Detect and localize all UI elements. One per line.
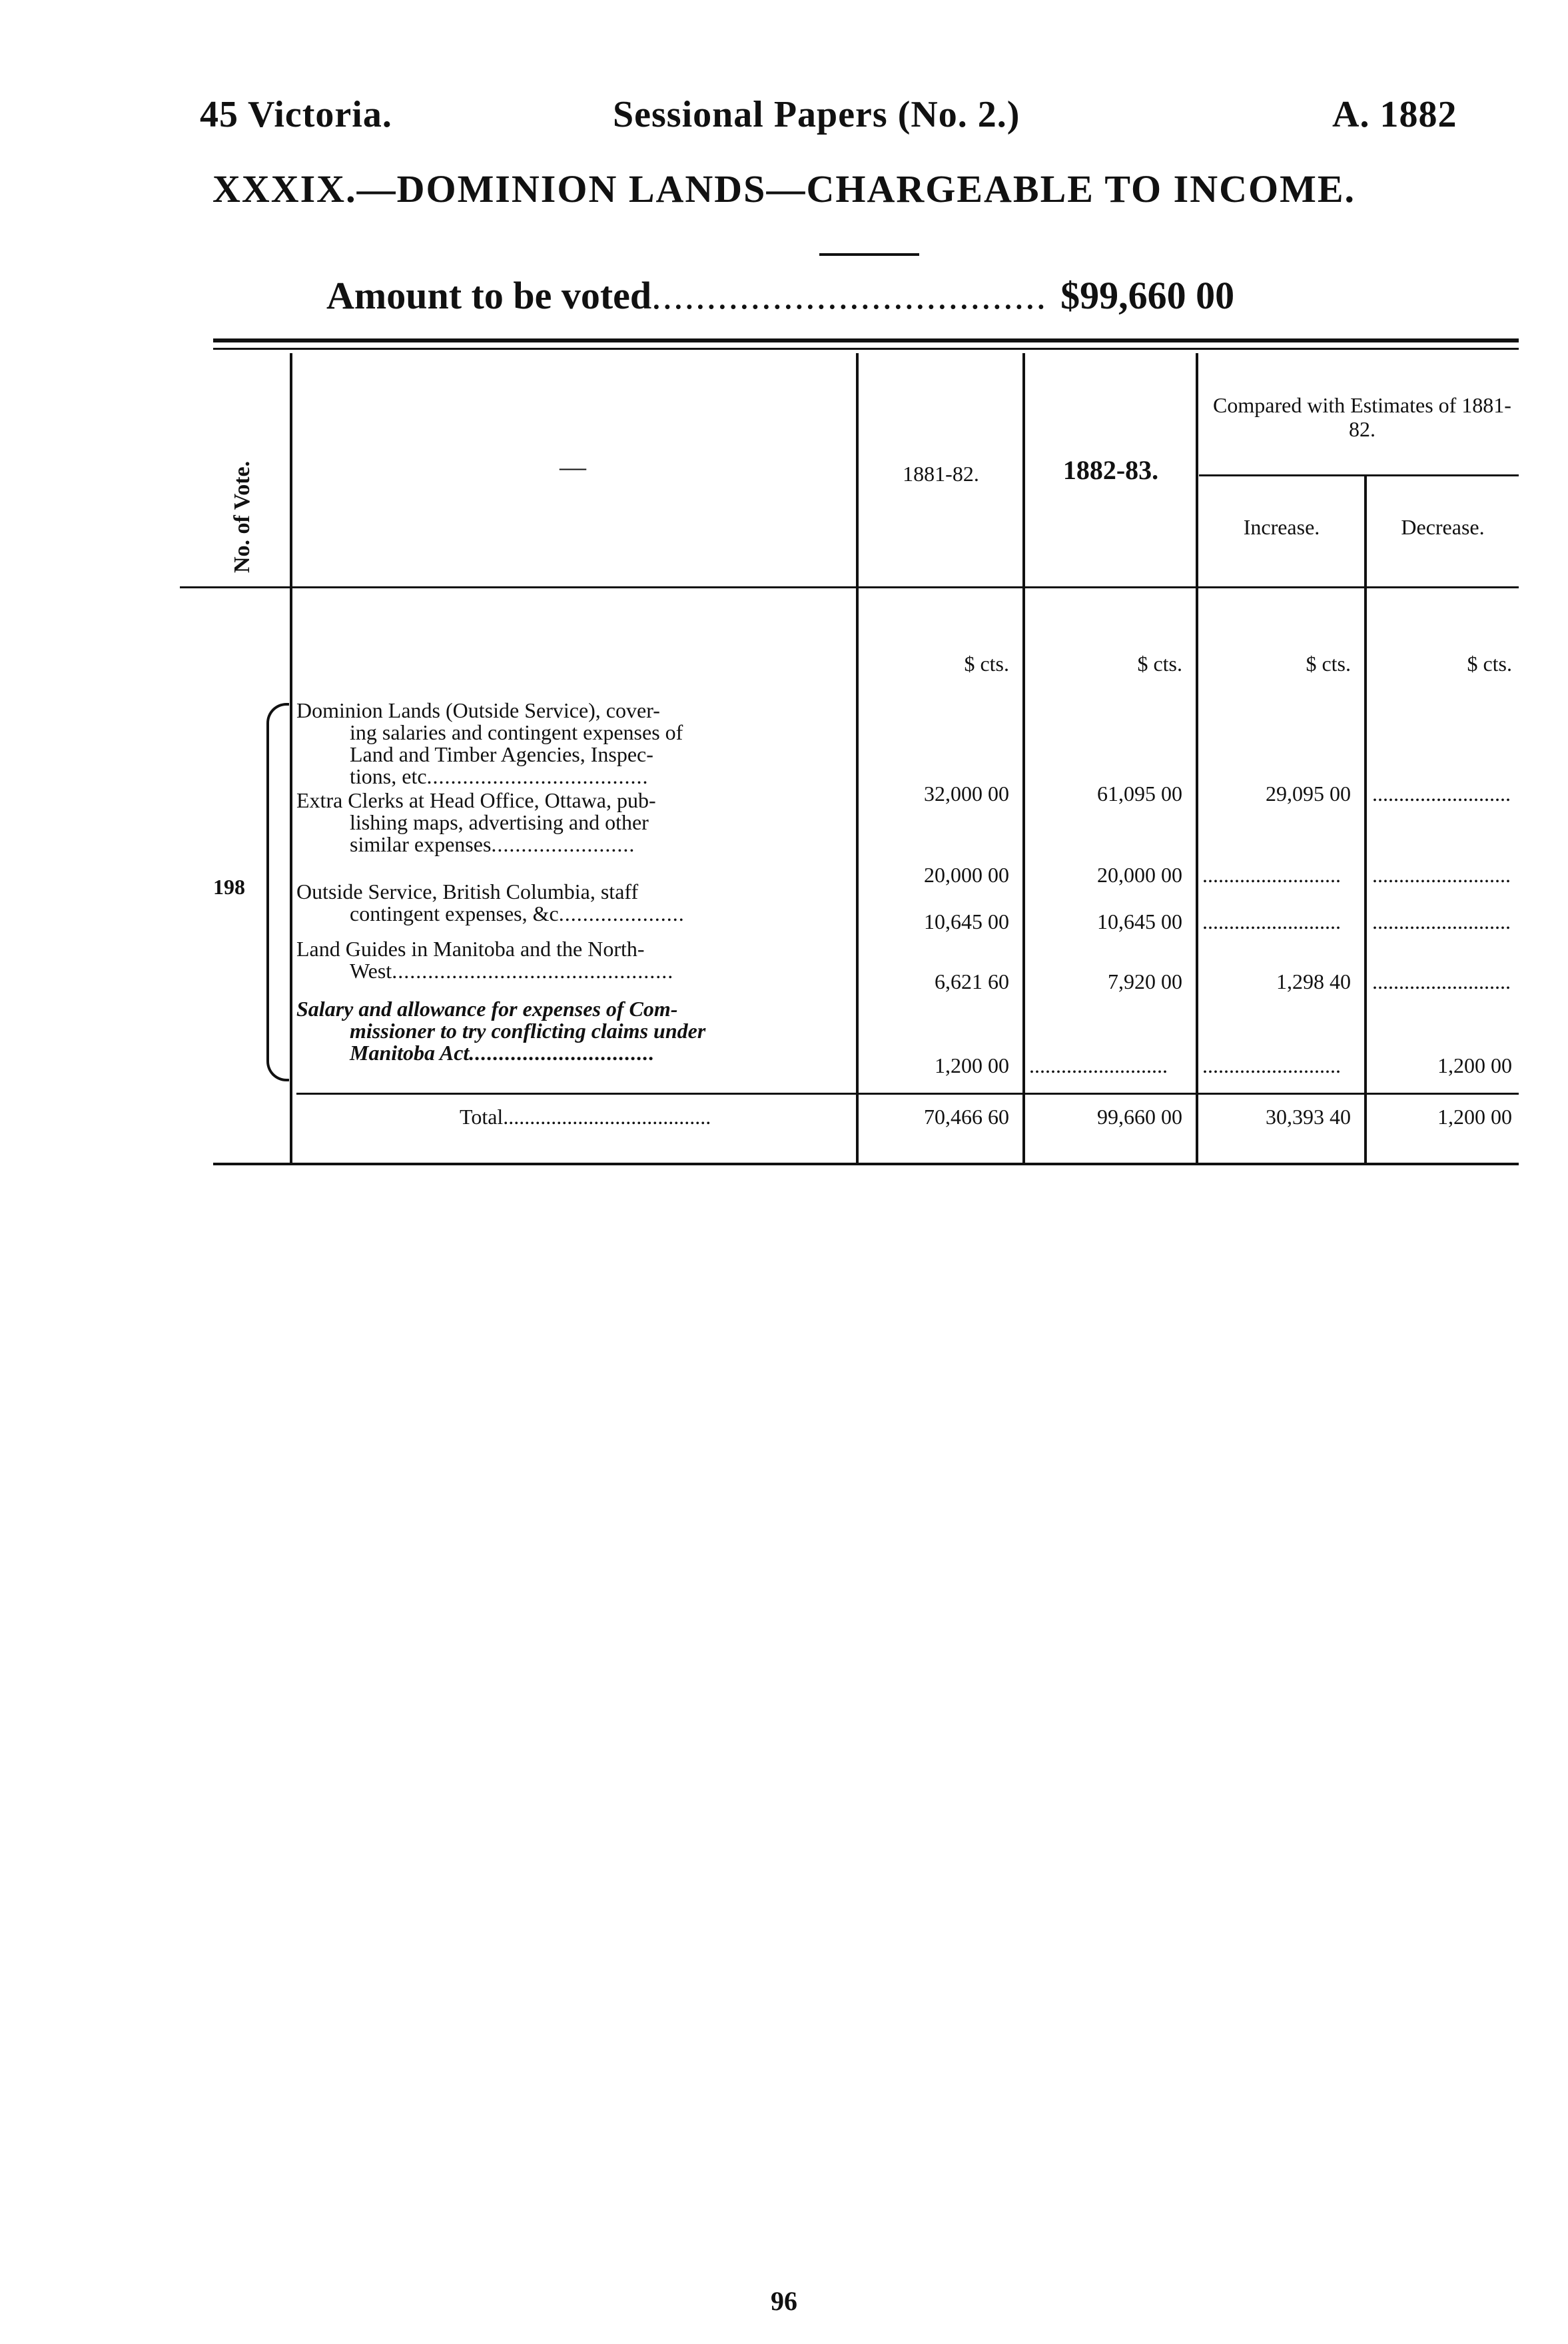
table-bottom-rule [213,1163,1519,1165]
total-label [460,1103,853,1131]
table-cell-1882: 10,645 00 [1097,909,1182,933]
total-text: Total [460,1105,504,1129]
row-line: missioner to try conflicting claims under [350,1019,706,1043]
vote-number-header: No. of Vote. [230,460,254,573]
unit-increase: $ cts. [1306,652,1351,676]
header-bottom-rule [180,586,1519,588]
dot-leader: ..................... [558,901,685,925]
col-divider-1881 [1022,353,1025,1163]
description-header: — [560,452,586,482]
increase-header: Increase. [1243,515,1320,539]
amount-to-be-voted [326,273,1234,318]
row-line: Manitoba Act [350,1041,470,1065]
title-divider [819,253,919,256]
row-line: lishing maps, advertising and other [350,810,649,834]
amount-value: $99,660 00 [1060,274,1235,317]
table-top-rule [213,338,1519,342]
dot-leader: .......................... [1202,1053,1341,1077]
row-line: Salary and allowance for expenses of Com- [296,997,678,1021]
dot-leader: .......................... [1372,782,1511,806]
col-divider-vote [290,353,292,1163]
row-line: ing salaries and contingent expenses of [350,720,683,744]
col-divider-1882 [1196,353,1198,1163]
total-decrease: 1,200 00 [1437,1105,1512,1129]
table-row-description [296,700,849,788]
unit-1882: $ cts. [1137,652,1182,676]
table-row-description [296,938,849,982]
total-1882: 99,660 00 [1097,1105,1182,1129]
table-cell-1881: 1,200 00 [935,1053,1009,1077]
total-increase: 30,393 40 [1266,1105,1351,1129]
dot-leader: .......................... [1202,909,1341,933]
unit-decrease: $ cts. [1467,652,1512,676]
page-number: 96 [771,2286,797,2316]
header-1881-82: 1881-82. [903,462,979,486]
table-cell-1882: 7,920 00 [1108,969,1182,993]
table-row-description [296,881,849,925]
page-title: XXXIX.—DOMINION LANDS—CHARGEABLE TO INCOME. [212,167,1356,211]
table-cell-1881: 10,645 00 [924,909,1009,933]
row-line: Extra Clerks at Head Office, Ottawa, pub- [296,788,656,812]
compared-header: Compared with Estimates of 1881-82. [1213,393,1511,441]
table-cell-1882: 20,000 00 [1097,863,1182,887]
dot-leader: .......................... [1202,863,1341,887]
header-sessional-papers: Sessional Papers (No. 2.) [613,94,1020,135]
dot-leader: ............................................... [392,959,674,983]
vote-number: 198 [213,875,245,899]
row-line: tions, etc [350,764,427,788]
dot-leader: ............................... [469,1041,655,1065]
header-1882-83: 1882-83. [1062,455,1159,485]
dot-leader: .......................... [1372,969,1511,993]
vote-brace [266,703,289,1081]
row-line: Land and Timber Agencies, Inspec- [350,742,653,766]
dot-leader: ........................ [491,832,635,856]
header-session: 45 Victoria. [200,94,392,135]
dot-leader: ....................................... [503,1105,711,1129]
table-cell-increase: 29,095 00 [1266,782,1351,806]
total-1881: 70,466 60 [924,1105,1009,1129]
row-line: similar expenses [350,832,492,856]
unit-1881: $ cts. [964,652,1009,676]
decrease-header: Decrease. [1401,515,1485,539]
dot-leader: ..................................... [426,764,649,788]
dot-leader: .......................... [1372,909,1511,933]
row-line: Outside Service, British Columbia, staff [296,879,639,903]
table-cell-decrease: 1,200 00 [1437,1053,1512,1077]
table-cell-1881: 6,621 60 [935,969,1009,993]
table-cell-1882: 61,095 00 [1097,782,1182,806]
table-cell-1881: 20,000 00 [924,863,1009,887]
amount-dot-leader: .................................... [651,274,1048,317]
total-rule [296,1093,1519,1095]
table-cell-1881: 32,000 00 [924,782,1009,806]
col-divider-description [856,353,859,1163]
amount-label: Amount to be voted [326,274,652,317]
row-line: contingent expenses, &c [350,901,559,925]
dot-leader: .......................... [1372,863,1511,887]
table-row-description [296,998,849,1064]
header-year: A. 1882 [1332,94,1457,135]
row-line: West [350,959,392,983]
table-top-rule-2 [213,348,1519,350]
table-cell-increase: 1,298 40 [1276,969,1351,993]
row-line: Dominion Lands (Outside Service), cover- [296,698,660,722]
table-row-description [296,790,849,856]
dot-leader: .......................... [1029,1053,1168,1077]
row-line: Land Guides in Manitoba and the North- [296,937,645,961]
compared-header-rule [1199,474,1519,476]
